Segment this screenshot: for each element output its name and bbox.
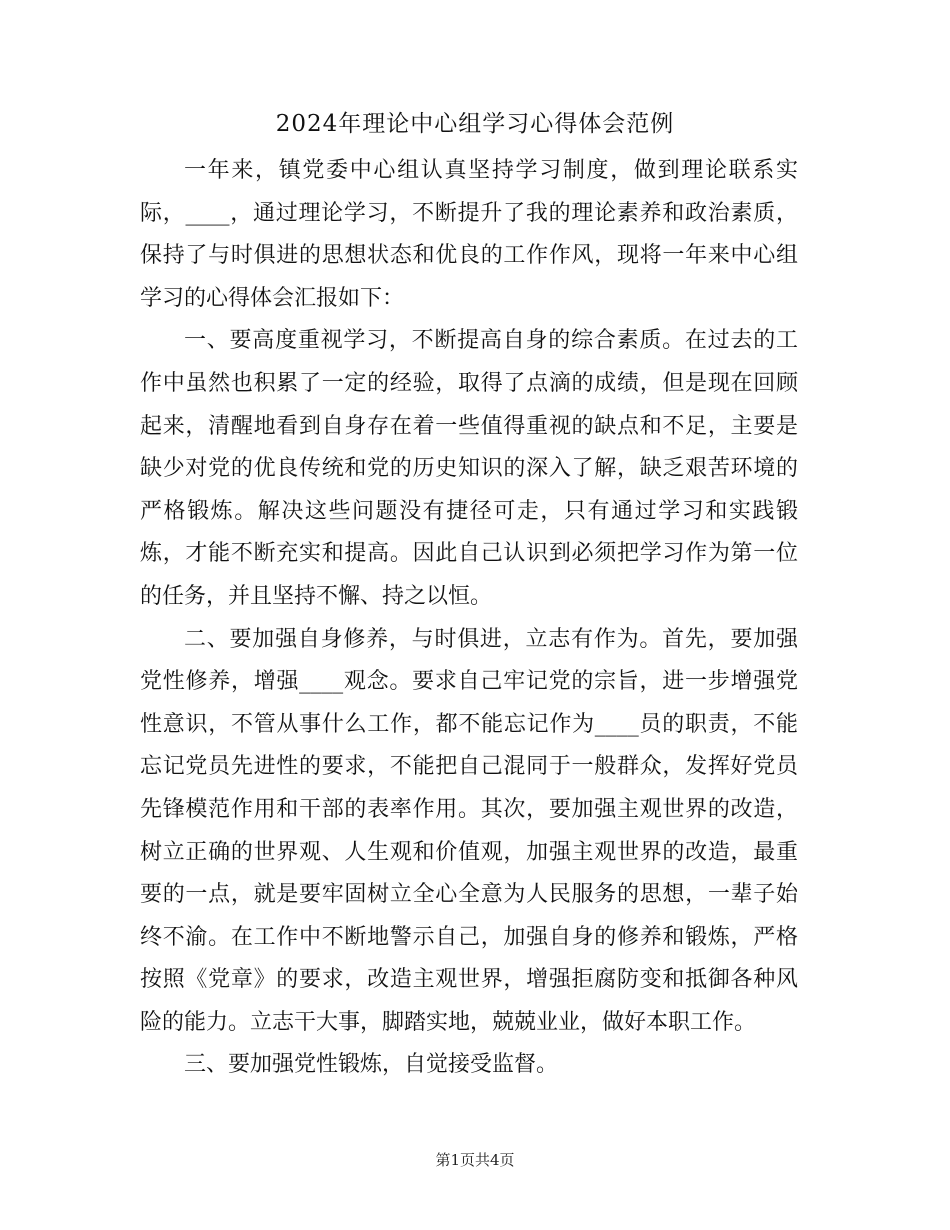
document-body	[140, 150, 798, 1087]
paragraph-section-1: 一、要高度重视学习，不断提高自身的综合素质。在过去的工作中虽然也积累了一定的经验，取得了点滴的成绩，但是现在回顾起来，清醒地看到自身存在着一些值得重视的缺点和不足，主要是缺少对党的优良传统和党的历史知识的深入了解，缺乏艰苦环境的严格锻炼。解决这些问题没有捷径可走，只有通过学习和实践锻炼，才能不断充实和提高。因此自己认识到必须把学习作为第一位的任务，并且坚持不懈、持之以恒。	[140, 328, 798, 609]
paragraph-intro: 一年来，镇党委中心组认真坚持学习制度，做到理论联系实际，____，通过理论学习，不断提升了我的理论素养和政治素质，保持了与时俱进的思想状态和优良的工作作风，现将一年来中心组学习的心得体会汇报如下：	[140, 158, 798, 311]
paragraph-section-2: 二、要加强自身修养，与时俱进，立志有作为。首先，要加强党性修养，增强____观念。要求自己牢记党的宗旨，进一步增强党性意识，不管从事什么工作，都不能忘记作为____员的职责，不能忘记党员先进性的要求，不能把自己混同于一般群众，发挥好党员先锋模范作用和干部的表率作用。其次，要加强主观世界的改造，树立正确的世界观、人生观和价值观，加强主观世界的改造，最重要的一点，就是要牢固树立全心全意为人民服务的思想，一辈子始终不渝。在工作中不断地警示自己，加强自身的修养和锻炼，严格按照《党章》的要求，改造主观世界，增强拒腐防变和抵御各种风险的能力。立志干大事，脚踏实地，兢兢业业，做好本职工作。	[140, 626, 798, 1035]
paragraph-section-3: 三、要加强党性锻炼，自觉接受监督。	[184, 1052, 559, 1078]
page-number: 第1页共4页	[435, 1151, 515, 1169]
document-title: 2024年理论中心组学习心得体会范例	[275, 111, 675, 137]
